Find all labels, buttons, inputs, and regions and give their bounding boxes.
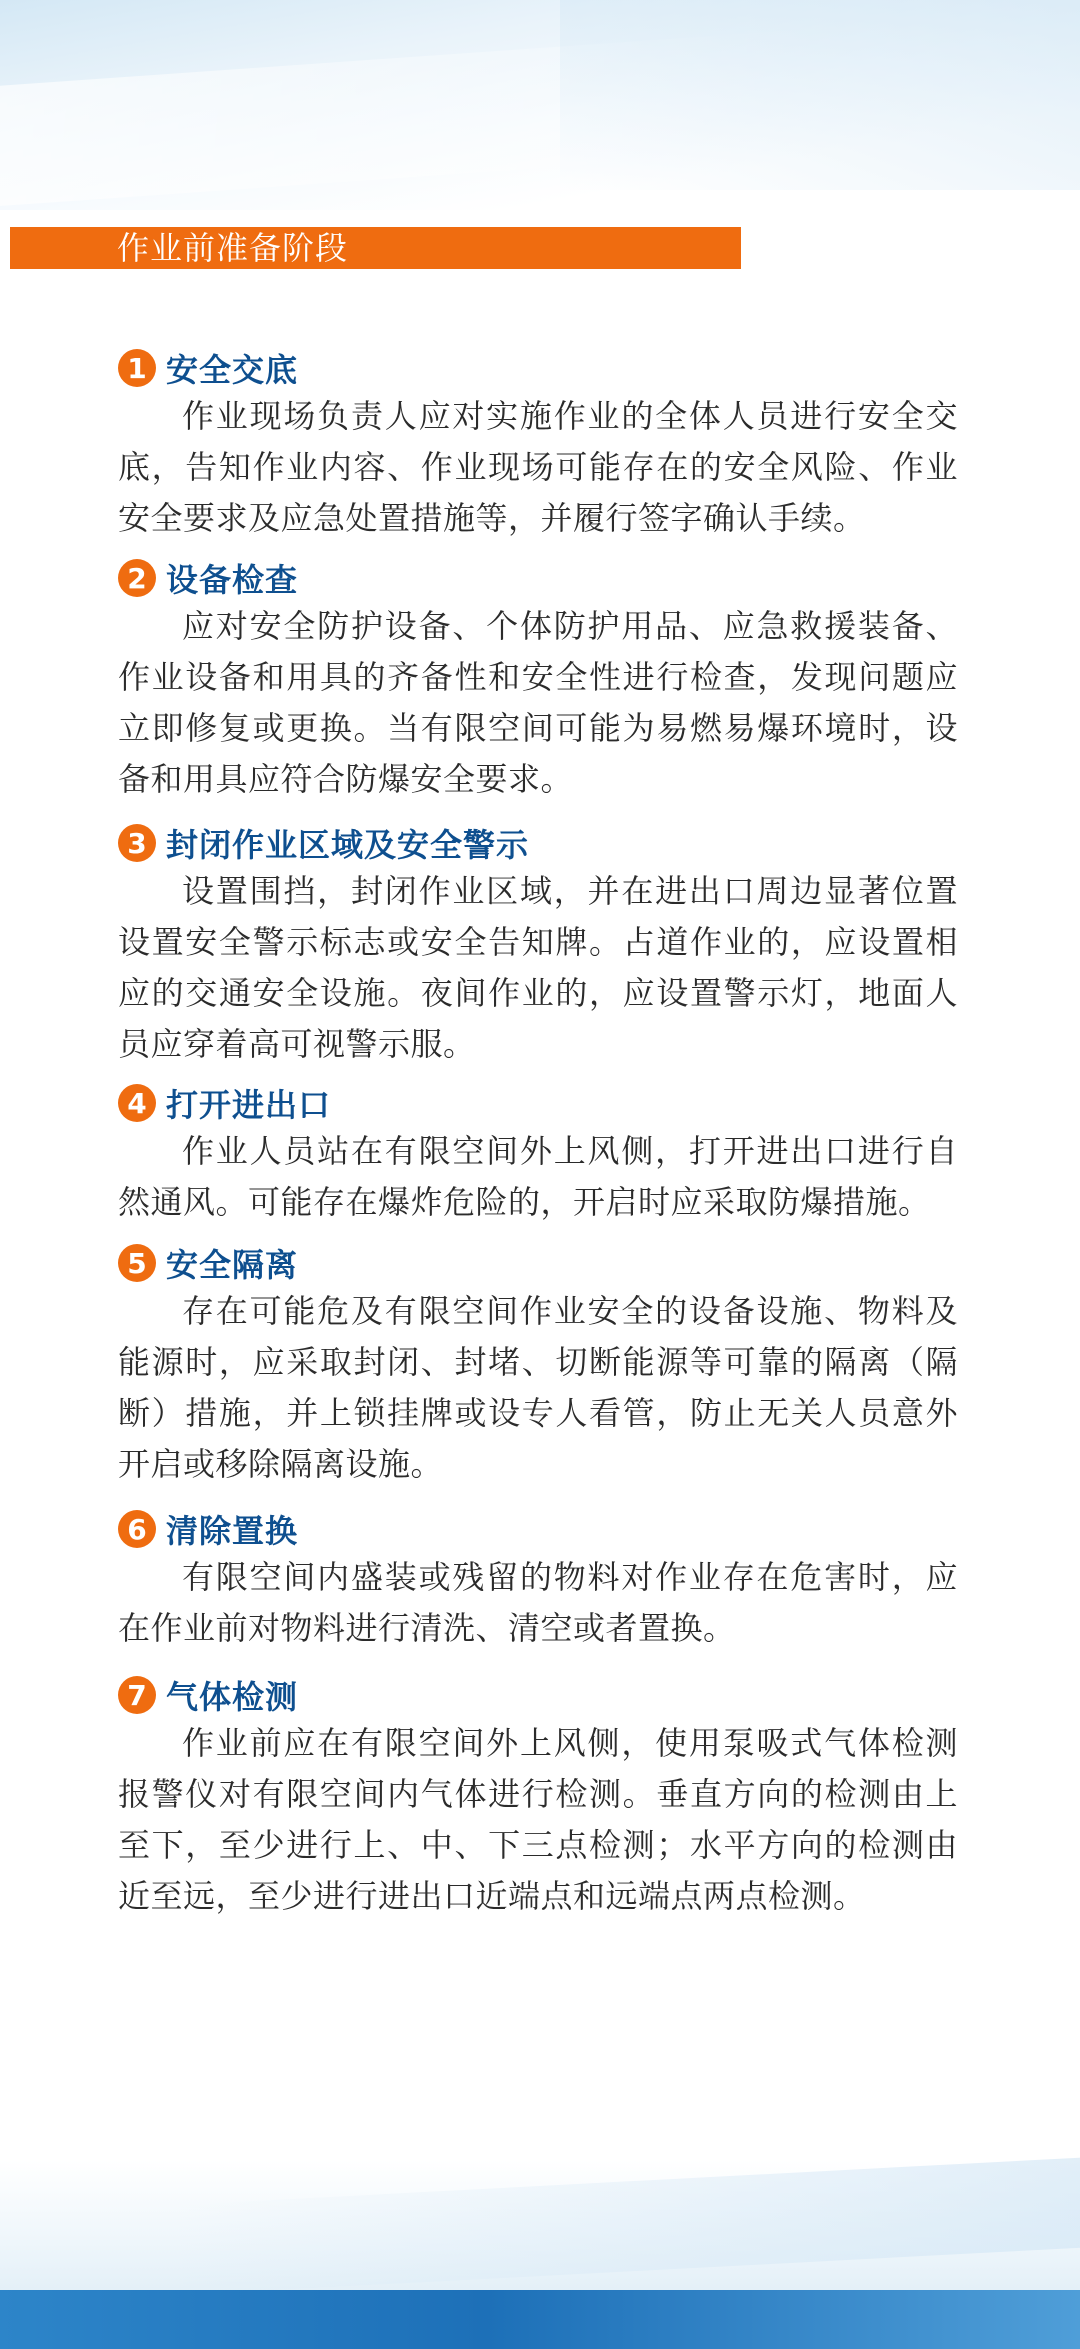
item-body: 作业现场负责人应对实施作业的全体人员进行安全交底，告知作业内容、作业现场可能存在的安全风险、作业安全要求及应急处置措施等，并履行签字确认手续。 (118, 397, 958, 537)
item-title: 清除置换 (166, 1512, 299, 1550)
item-4 (118, 1080, 958, 1228)
number-badge: 3 (118, 824, 156, 862)
item-title: 封闭作业区域及安全警示 (166, 826, 530, 864)
item-title: 气体检测 (166, 1678, 299, 1716)
item-7 (118, 1672, 958, 1922)
item-heading (118, 1506, 958, 1552)
item-title: 设备检查 (166, 561, 299, 599)
item-body: 有限空间内盛装或残留的物料对作业存在危害时，应在作业前对物料进行清洗、清空或者置换。 (118, 1558, 958, 1647)
item-list (118, 345, 958, 1922)
item-title: 安全交底 (166, 351, 299, 389)
header-background (0, 0, 1080, 210)
item-3 (118, 820, 958, 1070)
item-body: 设置围挡，封闭作业区域，并在进出口周边显著位置设置安全警示标志或安全告知牌。占道作业的，应设置相应的交通安全设施。夜间作业的，应设置警示灯，地面人员应穿着高可视警示服。 (118, 872, 958, 1063)
item-heading (118, 555, 958, 601)
item-body: 作业前应在有限空间外上风侧，使用泵吸式气体检测报警仪对有限空间内气体进行检测。垂直方向的检测由上至下，至少进行上、中、下三点检测；水平方向的检测由近至远，至少进行进出口近端点和远端点两点检测。 (118, 1724, 958, 1915)
item-1 (118, 345, 958, 544)
item-heading (118, 1240, 958, 1286)
item-heading (118, 345, 958, 391)
section-title: 作业前准备阶段 (117, 229, 349, 267)
number-badge: 5 (118, 1244, 156, 1282)
footer-wave-decoration (0, 2160, 1080, 2290)
number-badge: 1 (118, 349, 156, 387)
number-badge: 6 (118, 1510, 156, 1548)
number-badge: 7 (118, 1676, 156, 1714)
item-heading (118, 820, 958, 866)
item-title: 安全隔离 (166, 1246, 299, 1284)
item-title: 打开进出口 (166, 1086, 332, 1124)
item-body: 存在可能危及有限空间作业安全的设备设施、物料及能源时，应采取封闭、封堵、切断能源等可靠的隔离（隔断）措施，并上锁挂牌或设专人看管，防止无关人员意外开启或移除隔离设施。 (118, 1292, 958, 1483)
item-5 (118, 1240, 958, 1490)
item-body: 应对安全防护设备、个体防护用品、应急救援装备、作业设备和用具的齐备性和安全性进行检查，发现问题应立即修复或更换。当有限空间可能为易燃易爆环境时，设备和用具应符合防爆安全要求。 (118, 607, 958, 798)
item-heading (118, 1080, 958, 1126)
item-body: 作业人员站在有限空间外上风侧，打开进出口进行自然通风。可能存在爆炸危险的，开启时应采取防爆措施。 (118, 1132, 958, 1221)
item-6 (118, 1506, 958, 1654)
footer-bar (0, 2290, 1080, 2349)
number-badge: 2 (118, 559, 156, 597)
item-2 (118, 555, 958, 805)
number-badge: 4 (118, 1084, 156, 1122)
item-heading (118, 1672, 958, 1718)
